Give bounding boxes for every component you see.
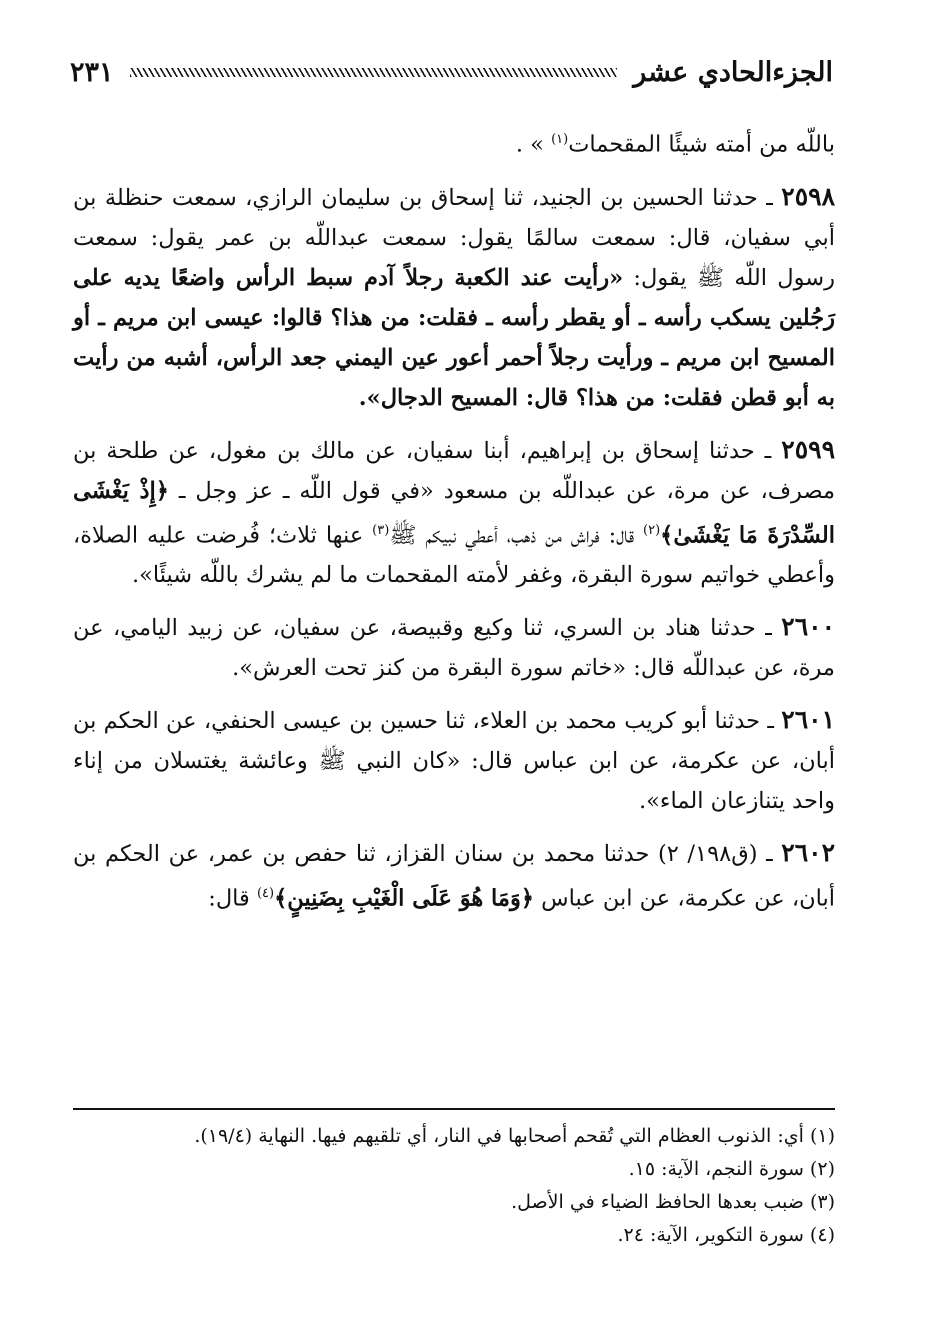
footnote-1: (١) أي: الذنوب العظام التي تُقحم أصحابها في النار، أي تلقيهم فيها. النهاية (١٩/٤).: [194, 1125, 835, 1147]
carry-over-paragraph: باللّه من أمته شيئًا المقحمات$^{(١)}$ » .: [515, 131, 835, 158]
quran-verse: ﴿إِذْ يَغْشَى السِّدْرَةَ مَا يَغْشَىٰ﴾: [73, 477, 835, 548]
hadith-matn: «كان النبي ﷺ وعائشة يغتسلان من إناء واحد يتنازعان الماء».: [73, 748, 835, 814]
hadith-text: قال:: [208, 885, 257, 912]
hadith-2602: [73, 833, 835, 919]
hadith-isnad: ـ حدثنا أبو كريب محمد بن العلاء، ثنا حسين بن عيسى الحنفي، عن الحكم بن أبان، عن عكرمة، عن ابن عباس قال:: [73, 708, 835, 774]
hadith-matn: «خاتم سورة البقرة من كنز تحت العرش».: [232, 655, 627, 681]
hadith-2599: [73, 430, 835, 596]
hadith-isnad: ـ حدثنا إسحاق بن إبراهيم، أبنا سفيان، عن مالك بن مغول، عن طلحة بن مصرف، عن مرة، عن عبداللّه بن مسعود «في قول اللّه ـ عز وجل ـ: [73, 437, 836, 504]
hadith-number: ٢٦٠٢: [781, 838, 835, 867]
hadith-number: ٢٦٠٠: [781, 612, 835, 641]
footnote-4: (٤) سورة التكوير، الآية: ٢٤.: [617, 1224, 835, 1246]
footnotes: [73, 1108, 835, 1252]
hadith-text: قال: فراش من ذهب، أعطي نبيكم ﷺ: [389, 522, 643, 548]
main-text: [73, 120, 835, 931]
page-number: ٢٣١: [70, 56, 114, 88]
hadith-number: ٢٥٩٩: [781, 434, 835, 464]
hadith-number: ٢٥٩٨: [781, 181, 835, 211]
footnote-2: (٢) سورة النجم، الآية: ١٥.: [628, 1158, 835, 1180]
page-header: [70, 52, 833, 92]
footnote-ref: (٤): [256, 886, 275, 901]
hadith-isnad: ـ حدثنا الحسين بن الجنيد، ثنا إسحاق بن سليمان الرازي، سمعت حنظلة بن أبي سفيان، قال: سمعت سالمًا يقول: سمعت عبداللّه بن عمر يقول: سمعت رسول اللّه ﷺ يقول:: [73, 184, 835, 291]
hadith-2598: [73, 177, 835, 418]
footnote-ref: (٣): [372, 522, 390, 538]
hadith-text: عنها ثلاث؛ فُرضت عليه الصلاة، وأعطي خواتيم سورة البقرة، وغفر لأمته المقحمات ما لم يشرك باللّه شيئًا».: [73, 522, 835, 588]
header-ornamental-rule: [130, 68, 618, 77]
hadith-2600: [73, 607, 835, 688]
hadith-number: ٢٦٠١: [781, 705, 835, 734]
hadith-2601: [73, 700, 835, 821]
quran-verse: ﴿وَمَا هُوَ عَلَى الْغَيْبِ بِضَنِينٍ﴾: [274, 885, 534, 912]
footnote-ref: (٢): [643, 522, 661, 538]
hadith-matn: «رأيت عند الكعبة رجلاً آدم سبط الرأس واضعًا يديه على رَجُلين يسكب رأسه ـ أو يقطر رأسه ـ فقلت: من هذا؟ قالوا: عيسى ابن مريم ـ أو المسيح ابن مريم ـ ورأيت رجلاً أحمر أعور عين اليمني جعد الرأس، أشبه من رأيت به أبو قطن فقلت: من هذا؟ قال: المسيح الدجال».: [73, 264, 835, 411]
running-title: الجزءالحادي عشر: [633, 56, 833, 88]
footnote-3: (٣) ضبب بعدها الحافظ الضياء في الأصل.: [511, 1191, 835, 1213]
footnote-ref: (١): [551, 132, 569, 147]
hadith-isnad: ـ (ق١٩٨/ ٢) حدثنا محمد بن سنان القزاز، ثنا حفص بن عمر، عن الحكم بن أبان، عن عكرمة، عن ابن عباس: [73, 841, 835, 912]
hadith-isnad: ـ حدثنا هناد بن السري، ثنا وكيع وقبيصة، عن سفيان، عن زبيد اليامي، عن مرة، عن عبداللّه قال:: [73, 615, 835, 681]
